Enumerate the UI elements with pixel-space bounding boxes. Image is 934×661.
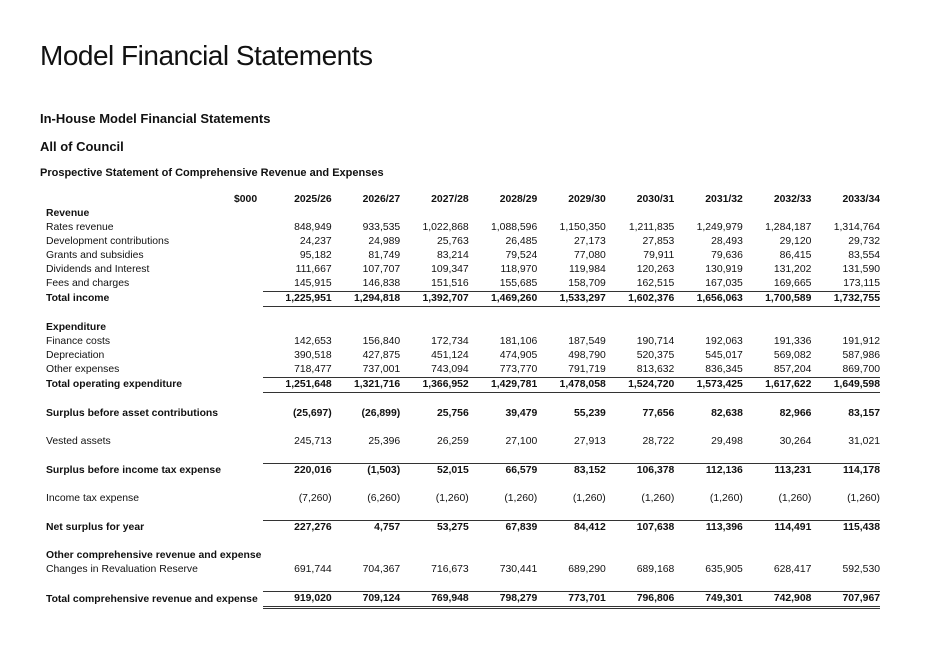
- table-cell: 1,656,063: [674, 292, 743, 307]
- financial-statement-table: [44, 193, 880, 609]
- table-cell: 77,080: [574, 250, 606, 261]
- table-cell: 569,082: [773, 350, 812, 361]
- table-cell: 158,709: [568, 278, 606, 289]
- table-row: [44, 435, 880, 449]
- subtotal-row: [44, 464, 880, 479]
- row-label: Development contributions: [46, 236, 170, 247]
- table-cell: 119,984: [568, 264, 606, 275]
- table-cell: 155,685: [499, 278, 538, 289]
- table-cell: 79,636: [711, 250, 743, 261]
- table-cell: 191,912: [842, 336, 880, 347]
- table-cell: 142,653: [294, 336, 332, 347]
- spacer-row: [44, 506, 880, 521]
- statement-title: Prospective Statement of Comprehensive Revenue and Expenses: [40, 167, 384, 179]
- table-cell: 227,276: [263, 521, 332, 536]
- spacer-row: [44, 307, 880, 322]
- table-cell: 118,970: [500, 264, 538, 275]
- table-cell: 773,701: [537, 592, 606, 608]
- row-label: Finance costs: [46, 336, 111, 347]
- table-cell: 95,182: [299, 250, 332, 261]
- table-cell: 111,667: [295, 264, 332, 275]
- table-cell: 836,345: [705, 364, 743, 375]
- table-cell: 245,713: [294, 436, 332, 447]
- subtotal-row: [44, 407, 880, 421]
- table-cell: 1,700,589: [743, 292, 812, 307]
- table-cell: 162,515: [636, 278, 675, 289]
- table-row: [44, 492, 880, 506]
- table-cell: 1,088,596: [491, 222, 538, 233]
- table-cell: 730,441: [499, 564, 538, 575]
- table-cell: 709,124: [332, 592, 401, 608]
- table-cell: 192,063: [705, 336, 743, 347]
- table-row: [44, 249, 880, 263]
- table-cell: 1,225,951: [263, 292, 332, 307]
- page-title: Model Financial Statements: [40, 40, 373, 71]
- table-cell: 172,734: [431, 336, 469, 347]
- table-cell: 107,707: [362, 264, 401, 275]
- table-cell: 933,535: [362, 222, 401, 233]
- table-cell: 635,905: [705, 564, 743, 575]
- unit-label: $000: [234, 194, 258, 205]
- table-cell: 1,533,297: [537, 292, 606, 307]
- table-cell: 39,479: [505, 408, 538, 419]
- table-cell: 27,853: [642, 236, 675, 247]
- table-cell: 86,415: [779, 250, 812, 261]
- table-cell: 26,485: [505, 236, 538, 247]
- table-cell: 114,491: [743, 521, 812, 536]
- table-cell: 1,392,707: [400, 292, 469, 307]
- table-cell: 131,202: [773, 264, 812, 275]
- revenue-heading: Revenue: [46, 208, 90, 219]
- table-cell: 1,617,622: [743, 378, 812, 393]
- spacer-row: [44, 449, 880, 464]
- row-label: Depreciation: [46, 350, 105, 361]
- table-cell: 53,275: [400, 521, 469, 536]
- table-cell: (26,899): [361, 408, 401, 419]
- table-cell: 115,438: [811, 521, 880, 536]
- table-cell: 1,366,952: [400, 378, 469, 393]
- table-cell: 29,498: [711, 436, 743, 447]
- table-cell: 791,719: [568, 364, 606, 375]
- row-label: Other expenses: [46, 364, 120, 376]
- table-cell: 52,015: [400, 464, 469, 479]
- row-label: Changes in Revaluation Reserve: [46, 564, 198, 575]
- table-cell: 1,469,260: [469, 292, 538, 307]
- table-cell: (1,260): [504, 493, 538, 504]
- table-row: [44, 335, 880, 349]
- table-cell: 1,284,187: [765, 222, 812, 233]
- table-cell: 191,336: [773, 336, 812, 347]
- table-row: [44, 363, 880, 378]
- table-cell: 167,035: [705, 278, 743, 289]
- table-cell: 1,022,868: [422, 222, 469, 233]
- table-cell: 1,602,376: [606, 292, 675, 307]
- table-cell: 31,021: [848, 436, 880, 447]
- table-cell: 628,417: [773, 564, 812, 575]
- table-cell: 704,367: [362, 564, 401, 575]
- table-cell: 220,016: [263, 464, 332, 479]
- table-cell: 79,524: [505, 250, 538, 261]
- row-label: Total income: [46, 293, 110, 304]
- table-cell: 151,516: [431, 278, 469, 289]
- entity-subtitle: All of Council: [40, 139, 124, 154]
- table-cell: 81,749: [368, 250, 401, 261]
- row-label: Dividends and Interest: [46, 264, 150, 275]
- grand-total-row: [44, 592, 880, 608]
- table-cell: 26,259: [436, 436, 469, 447]
- table-cell: 131,590: [842, 264, 880, 275]
- table-row: [44, 221, 880, 235]
- table-cell: 848,949: [294, 222, 332, 233]
- table-cell: 106,378: [606, 464, 675, 479]
- report-subtitle: In-House Model Financial Statements: [40, 111, 271, 126]
- table-cell: 24,989: [368, 236, 401, 247]
- row-label: Rates revenue: [46, 222, 114, 233]
- section-heading-row: [44, 321, 880, 335]
- year-header: 2025/26: [294, 194, 332, 205]
- table-cell: 716,673: [431, 564, 469, 575]
- table-cell: 83,214: [436, 250, 469, 261]
- table-cell: 25,396: [368, 436, 401, 447]
- row-label: Vested assets: [46, 436, 111, 447]
- table-cell: 109,347: [431, 264, 469, 275]
- table-cell: (1,260): [435, 493, 469, 504]
- row-label: Total operating expenditure: [46, 379, 183, 390]
- table-cell: (7,260): [298, 493, 332, 504]
- table-cell: 390,518: [294, 350, 332, 361]
- table-cell: 169,665: [773, 278, 812, 289]
- table-cell: 742,908: [743, 592, 812, 608]
- table-cell: 1,649,598: [811, 378, 880, 393]
- table-cell: 1,429,781: [469, 378, 538, 393]
- table-cell: 130,919: [705, 264, 743, 275]
- table-cell: 451,124: [431, 350, 469, 361]
- table-row: [44, 277, 880, 292]
- table-cell: 146,838: [362, 278, 401, 289]
- table-cell: 798,279: [469, 592, 538, 608]
- table-cell: 1,524,720: [606, 378, 675, 393]
- spacer-row: [44, 478, 880, 492]
- table-cell: 813,632: [636, 364, 675, 375]
- table-cell: 67,839: [469, 521, 538, 536]
- table-cell: 689,290: [568, 564, 606, 575]
- table-cell: (25,697): [292, 408, 332, 419]
- row-label: Surplus before income tax expense: [46, 464, 221, 476]
- table-row: [44, 349, 880, 363]
- table-cell: 112,136: [674, 464, 743, 479]
- year-header: 2030/31: [636, 194, 675, 205]
- table-cell: 187,549: [568, 336, 606, 347]
- table-cell: 25,756: [436, 408, 469, 419]
- table-cell: (1,260): [709, 493, 743, 504]
- table-cell: (1,260): [641, 493, 675, 504]
- table-cell: 869,700: [842, 364, 880, 375]
- table-cell: 1,150,350: [559, 222, 606, 233]
- table-cell: (1,260): [572, 493, 606, 504]
- table-cell: 82,966: [779, 408, 812, 419]
- year-header: 2033/34: [842, 194, 880, 205]
- table-cell: 1,314,764: [833, 222, 880, 233]
- table-cell: 83,554: [848, 250, 880, 261]
- section-heading-row: [44, 549, 880, 563]
- table-cell: 749,301: [674, 592, 743, 608]
- table-cell: 474,905: [499, 350, 538, 361]
- table-cell: 84,412: [537, 521, 606, 536]
- table-cell: 24,237: [299, 236, 332, 247]
- table-cell: (1,260): [778, 493, 812, 504]
- table-cell: 181,106: [499, 336, 538, 347]
- table-cell: (1,503): [332, 464, 401, 479]
- table-cell: 145,915: [294, 278, 332, 289]
- table-cell: 29,732: [848, 236, 880, 247]
- row-label: Grants and subsidies: [46, 250, 144, 261]
- subtotal-row: [44, 521, 880, 536]
- table-cell: 1,251,648: [263, 378, 332, 393]
- table-cell: 28,493: [711, 236, 743, 247]
- table-cell: 1,321,716: [332, 378, 401, 393]
- table-cell: 79,911: [643, 250, 675, 261]
- row-label: Total comprehensive revenue and expense: [46, 593, 258, 605]
- table-cell: 114,178: [811, 464, 880, 479]
- table-cell: 113,231: [743, 464, 812, 479]
- spacer-row: [44, 421, 880, 435]
- table-cell: 743,094: [431, 364, 469, 375]
- table-cell: 113,396: [674, 521, 743, 536]
- table-cell: 29,120: [779, 236, 812, 247]
- year-header: 2029/30: [568, 194, 606, 205]
- table-cell: 120,263: [636, 264, 675, 275]
- total-row: [44, 378, 880, 393]
- table-cell: 707,967: [811, 592, 880, 608]
- row-label: Income tax expense: [46, 493, 139, 504]
- table-cell: 107,638: [606, 521, 675, 536]
- table-cell: 769,948: [400, 592, 469, 608]
- spacer-row: [44, 535, 880, 549]
- table-cell: 83,157: [848, 408, 880, 419]
- year-header: 2026/27: [362, 194, 401, 205]
- table-cell: 498,790: [568, 350, 606, 361]
- table-cell: 1,294,818: [332, 292, 401, 307]
- table-cell: 25,763: [436, 236, 469, 247]
- expenditure-heading: Expenditure: [46, 322, 107, 333]
- table-cell: 427,875: [362, 350, 401, 361]
- table-cell: (6,260): [367, 493, 401, 504]
- table-cell: 691,744: [294, 564, 332, 575]
- table-cell: 27,913: [574, 436, 606, 447]
- year-header: 2031/32: [705, 194, 743, 205]
- table-cell: 190,714: [636, 336, 675, 347]
- section-heading-row: [44, 207, 880, 221]
- spacer-row: [44, 577, 880, 592]
- year-header: 2028/29: [499, 194, 538, 205]
- table-cell: 1,478,058: [537, 378, 606, 393]
- table-cell: 773,770: [499, 364, 538, 375]
- table-cell: 520,375: [636, 350, 675, 361]
- table-cell: 156,840: [362, 336, 401, 347]
- table-cell: 28,722: [642, 436, 675, 447]
- table-cell: 1,573,425: [674, 378, 743, 393]
- table-cell: 718,477: [294, 364, 332, 375]
- table-cell: 4,757: [332, 521, 401, 536]
- table-cell: 1,249,979: [696, 222, 743, 233]
- table-cell: 27,173: [574, 236, 606, 247]
- table-cell: 55,239: [574, 408, 606, 419]
- table-cell: 587,986: [842, 350, 880, 361]
- table-cell: 1,211,835: [628, 222, 675, 233]
- table-cell: 919,020: [263, 592, 332, 608]
- table-cell: (1,260): [847, 493, 880, 504]
- table-cell: 173,115: [843, 278, 880, 289]
- table-cell: 1,732,755: [811, 292, 880, 307]
- table-row: [44, 235, 880, 249]
- row-label: Surplus before asset contributions: [46, 408, 219, 419]
- table-cell: 30,264: [779, 436, 812, 447]
- other-comprehensive-heading: Other comprehensive revenue and expense: [46, 550, 262, 561]
- table-cell: 27,100: [505, 436, 538, 447]
- table-cell: 796,806: [606, 592, 675, 608]
- table-row: [44, 563, 880, 577]
- table-cell: 737,001: [362, 364, 401, 375]
- table-cell: 66,579: [469, 464, 538, 479]
- spacer-row: [44, 393, 880, 408]
- table-cell: 83,152: [537, 464, 606, 479]
- table-header-row: [44, 193, 880, 207]
- year-header: 2027/28: [431, 194, 469, 205]
- table-cell: 82,638: [711, 408, 743, 419]
- table-cell: 689,168: [636, 564, 675, 575]
- table-cell: 592,530: [842, 564, 880, 575]
- row-label: Net surplus for year: [46, 521, 145, 533]
- year-header: 2032/33: [773, 194, 812, 205]
- row-label: Fees and charges: [46, 278, 130, 290]
- total-row: [44, 292, 880, 307]
- table-cell: 77,656: [642, 408, 675, 419]
- table-row: [44, 263, 880, 277]
- table-cell: 545,017: [705, 350, 743, 361]
- table-cell: 857,204: [773, 364, 812, 375]
